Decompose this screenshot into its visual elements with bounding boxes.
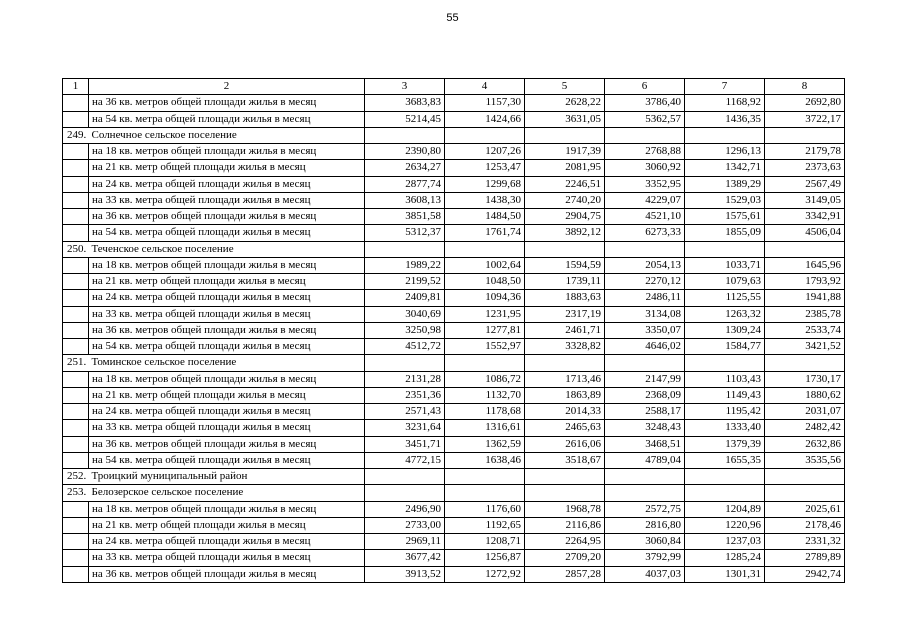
value-cell: 2877,74 xyxy=(365,176,445,192)
value-cell: 1342,71 xyxy=(685,160,765,176)
value-cell: 3786,40 xyxy=(605,95,685,111)
value-cell: 3134,08 xyxy=(605,306,685,322)
value-cell: 3913,52 xyxy=(365,566,445,582)
row-number xyxy=(63,566,89,582)
value-cell: 1989,22 xyxy=(365,257,445,273)
value-cell: 1237,03 xyxy=(685,534,765,550)
row-number xyxy=(63,534,89,550)
row-label: на 18 кв. метров общей площади жилья в месяц xyxy=(89,501,365,517)
value-cell: 2317,19 xyxy=(525,306,605,322)
value-cell: 1655,35 xyxy=(685,452,765,468)
value-cell: 1638,46 xyxy=(445,452,525,468)
empty-cell xyxy=(365,241,445,257)
value-cell: 2632,86 xyxy=(765,436,845,452)
value-cell: 2969,11 xyxy=(365,534,445,550)
value-cell: 1594,59 xyxy=(525,257,605,273)
value-cell: 2116,86 xyxy=(525,517,605,533)
row-label: на 33 кв. метра общей площади жилья в месяц xyxy=(89,306,365,322)
row-number xyxy=(63,95,89,111)
value-cell: 4646,02 xyxy=(605,339,685,355)
value-cell: 2709,20 xyxy=(525,550,605,566)
value-cell: 2178,46 xyxy=(765,517,845,533)
empty-cell xyxy=(605,355,685,371)
value-cell: 1132,70 xyxy=(445,387,525,403)
table-row xyxy=(63,209,845,225)
row-label: на 54 кв. метра общей площади жилья в месяц xyxy=(89,111,365,127)
value-cell: 2054,13 xyxy=(605,257,685,273)
empty-cell xyxy=(605,469,685,485)
row-label: на 18 кв. метров общей площади жилья в месяц xyxy=(89,257,365,273)
value-cell: 1883,63 xyxy=(525,290,605,306)
header-cell: 7 xyxy=(685,79,765,95)
value-cell: 3631,05 xyxy=(525,111,605,127)
value-cell: 1362,59 xyxy=(445,436,525,452)
value-cell: 1713,46 xyxy=(525,371,605,387)
page-number: 55 xyxy=(446,12,459,24)
empty-cell xyxy=(525,127,605,143)
value-cell: 3518,67 xyxy=(525,452,605,468)
value-cell: 1299,68 xyxy=(445,176,525,192)
value-cell: 2482,42 xyxy=(765,420,845,436)
row-number xyxy=(63,192,89,208)
value-cell: 1436,35 xyxy=(685,111,765,127)
value-cell: 1529,03 xyxy=(685,192,765,208)
row-number xyxy=(63,550,89,566)
value-cell: 3352,95 xyxy=(605,176,685,192)
value-cell: 2351,36 xyxy=(365,387,445,403)
row-label: на 18 кв. метров общей площади жилья в месяц xyxy=(89,144,365,160)
value-cell: 2571,43 xyxy=(365,404,445,420)
value-cell: 2740,20 xyxy=(525,192,605,208)
value-cell: 3683,83 xyxy=(365,95,445,111)
row-number xyxy=(63,160,89,176)
table-row xyxy=(63,534,845,550)
row-label: на 33 кв. метра общей площади жилья в месяц xyxy=(89,420,365,436)
value-cell: 1220,96 xyxy=(685,517,765,533)
value-cell: 1002,64 xyxy=(445,257,525,273)
value-cell: 1207,26 xyxy=(445,144,525,160)
header-cell: 5 xyxy=(525,79,605,95)
value-cell: 1094,36 xyxy=(445,290,525,306)
empty-cell xyxy=(605,485,685,501)
empty-cell xyxy=(765,469,845,485)
value-cell: 1079,63 xyxy=(685,274,765,290)
value-cell: 1863,89 xyxy=(525,387,605,403)
value-cell: 2942,74 xyxy=(765,566,845,582)
row-number xyxy=(63,501,89,517)
value-cell: 1424,66 xyxy=(445,111,525,127)
value-cell: 2373,63 xyxy=(765,160,845,176)
value-cell: 2486,11 xyxy=(605,290,685,306)
value-cell: 3250,98 xyxy=(365,322,445,338)
value-cell: 2461,71 xyxy=(525,322,605,338)
row-label: на 33 кв. метра общей площади жилья в месяц xyxy=(89,192,365,208)
table-row xyxy=(63,322,845,338)
row-number xyxy=(63,209,89,225)
value-cell: 1880,62 xyxy=(765,387,845,403)
row-number xyxy=(63,371,89,387)
value-cell: 4772,15 xyxy=(365,452,445,468)
value-cell: 1048,50 xyxy=(445,274,525,290)
value-cell: 2616,06 xyxy=(525,436,605,452)
value-cell: 5312,37 xyxy=(365,225,445,241)
value-cell: 3350,07 xyxy=(605,322,685,338)
value-cell: 1316,61 xyxy=(445,420,525,436)
empty-cell xyxy=(445,241,525,257)
value-cell: 1917,39 xyxy=(525,144,605,160)
row-number xyxy=(63,322,89,338)
table-row xyxy=(63,550,845,566)
empty-cell xyxy=(685,469,765,485)
value-cell: 2465,63 xyxy=(525,420,605,436)
empty-cell xyxy=(365,127,445,143)
value-cell: 1231,95 xyxy=(445,306,525,322)
table-row xyxy=(63,404,845,420)
value-cell: 3722,17 xyxy=(765,111,845,127)
value-cell: 2199,52 xyxy=(365,274,445,290)
table-row xyxy=(63,436,845,452)
value-cell: 3342,91 xyxy=(765,209,845,225)
table-row xyxy=(63,225,845,241)
row-label: на 36 кв. метров общей площади жилья в месяц xyxy=(89,566,365,582)
value-cell: 1178,68 xyxy=(445,404,525,420)
row-label: на 21 кв. метр общей площади жилья в месяц xyxy=(89,274,365,290)
value-cell: 2246,51 xyxy=(525,176,605,192)
value-cell: 2567,49 xyxy=(765,176,845,192)
section-row xyxy=(63,355,845,371)
header-cell: 4 xyxy=(445,79,525,95)
row-label: на 36 кв. метров общей площади жилья в месяц xyxy=(89,322,365,338)
value-cell: 1285,24 xyxy=(685,550,765,566)
empty-cell xyxy=(525,241,605,257)
row-number xyxy=(63,404,89,420)
value-cell: 1739,11 xyxy=(525,274,605,290)
empty-cell xyxy=(605,241,685,257)
row-number xyxy=(63,257,89,273)
empty-cell xyxy=(765,485,845,501)
value-cell: 4521,10 xyxy=(605,209,685,225)
table-row xyxy=(63,290,845,306)
value-cell: 2014,33 xyxy=(525,404,605,420)
table-row xyxy=(63,257,845,273)
table-row xyxy=(63,387,845,403)
value-cell: 1761,74 xyxy=(445,225,525,241)
value-cell: 5214,45 xyxy=(365,111,445,127)
value-cell: 3231,64 xyxy=(365,420,445,436)
row-label: на 24 кв. метра общей площади жилья в месяц xyxy=(89,290,365,306)
value-cell: 1389,29 xyxy=(685,176,765,192)
value-cell: 3040,69 xyxy=(365,306,445,322)
empty-cell xyxy=(445,469,525,485)
value-cell: 3792,99 xyxy=(605,550,685,566)
value-cell: 2857,28 xyxy=(525,566,605,582)
value-cell: 2789,89 xyxy=(765,550,845,566)
empty-cell xyxy=(525,485,605,501)
value-cell: 1379,39 xyxy=(685,436,765,452)
value-cell: 1296,13 xyxy=(685,144,765,160)
value-cell: 2385,78 xyxy=(765,306,845,322)
section-title: Томинское сельское поселение xyxy=(89,355,365,371)
value-cell: 5362,57 xyxy=(605,111,685,127)
value-cell: 4506,04 xyxy=(765,225,845,241)
empty-cell xyxy=(765,355,845,371)
value-cell: 1149,43 xyxy=(685,387,765,403)
row-number xyxy=(63,225,89,241)
value-cell: 6273,33 xyxy=(605,225,685,241)
value-cell: 2179,78 xyxy=(765,144,845,160)
row-label: на 21 кв. метр общей площади жилья в месяц xyxy=(89,160,365,176)
value-cell: 3451,71 xyxy=(365,436,445,452)
value-cell: 1793,92 xyxy=(765,274,845,290)
empty-cell xyxy=(445,485,525,501)
section-row xyxy=(63,127,845,143)
value-cell: 2025,61 xyxy=(765,501,845,517)
value-cell: 1086,72 xyxy=(445,371,525,387)
table-header-row xyxy=(63,79,845,95)
row-number xyxy=(63,290,89,306)
empty-cell xyxy=(685,241,765,257)
header-cell: 1 xyxy=(63,79,89,95)
row-number xyxy=(63,144,89,160)
row-label: на 36 кв. метров общей площади жилья в месяц xyxy=(89,436,365,452)
section-row xyxy=(63,241,845,257)
table-row xyxy=(63,339,845,355)
table-row xyxy=(63,517,845,533)
empty-cell xyxy=(365,485,445,501)
row-label: на 36 кв. метров общей площади жилья в месяц xyxy=(89,95,365,111)
row-label: на 36 кв. метров общей площади жилья в месяц xyxy=(89,209,365,225)
value-cell: 2533,74 xyxy=(765,322,845,338)
table-row xyxy=(63,420,845,436)
row-number: 251. xyxy=(63,355,89,371)
value-cell: 2692,80 xyxy=(765,95,845,111)
value-cell: 1484,50 xyxy=(445,209,525,225)
value-cell: 2588,17 xyxy=(605,404,685,420)
value-cell: 2768,88 xyxy=(605,144,685,160)
value-cell: 1277,81 xyxy=(445,322,525,338)
value-cell: 1033,71 xyxy=(685,257,765,273)
row-label: на 24 кв. метра общей площади жилья в месяц xyxy=(89,176,365,192)
row-number: 252. xyxy=(63,469,89,485)
table-row xyxy=(63,111,845,127)
value-cell: 2572,75 xyxy=(605,501,685,517)
value-cell: 1301,31 xyxy=(685,566,765,582)
value-cell: 2147,99 xyxy=(605,371,685,387)
value-cell: 2904,75 xyxy=(525,209,605,225)
empty-cell xyxy=(765,241,845,257)
value-cell: 3421,52 xyxy=(765,339,845,355)
table-row xyxy=(63,566,845,582)
section-row xyxy=(63,485,845,501)
value-cell: 2733,00 xyxy=(365,517,445,533)
table-row xyxy=(63,95,845,111)
header-cell: 8 xyxy=(765,79,845,95)
row-number: 253. xyxy=(63,485,89,501)
row-label: на 54 кв. метра общей площади жилья в месяц xyxy=(89,225,365,241)
value-cell: 4512,72 xyxy=(365,339,445,355)
row-number xyxy=(63,387,89,403)
row-number xyxy=(63,517,89,533)
value-cell: 1103,43 xyxy=(685,371,765,387)
empty-cell xyxy=(765,127,845,143)
value-cell: 1125,55 xyxy=(685,290,765,306)
row-number xyxy=(63,420,89,436)
table-row xyxy=(63,274,845,290)
header-cell: 3 xyxy=(365,79,445,95)
row-number xyxy=(63,436,89,452)
value-cell: 1168,92 xyxy=(685,95,765,111)
value-cell: 3892,12 xyxy=(525,225,605,241)
value-cell: 2496,90 xyxy=(365,501,445,517)
data-table xyxy=(62,78,845,583)
row-number: 250. xyxy=(63,241,89,257)
value-cell: 1208,71 xyxy=(445,534,525,550)
row-label: на 21 кв. метр общей площади жилья в месяц xyxy=(89,387,365,403)
section-title: Теченское сельское поселение xyxy=(89,241,365,257)
value-cell: 1584,77 xyxy=(685,339,765,355)
value-cell: 3851,58 xyxy=(365,209,445,225)
value-cell: 1552,97 xyxy=(445,339,525,355)
header-cell: 6 xyxy=(605,79,685,95)
value-cell: 2390,80 xyxy=(365,144,445,160)
row-label: на 54 кв. метра общей площади жилья в месяц xyxy=(89,339,365,355)
table-row xyxy=(63,176,845,192)
row-label: на 21 кв. метр общей площади жилья в месяц xyxy=(89,517,365,533)
value-cell: 1176,60 xyxy=(445,501,525,517)
value-cell: 3149,05 xyxy=(765,192,845,208)
section-row xyxy=(63,469,845,485)
empty-cell xyxy=(525,469,605,485)
table-row xyxy=(63,192,845,208)
value-cell: 1645,96 xyxy=(765,257,845,273)
row-label: на 24 кв. метра общей площади жилья в месяц xyxy=(89,404,365,420)
row-number: 249. xyxy=(63,127,89,143)
value-cell: 2634,27 xyxy=(365,160,445,176)
row-label: на 24 кв. метра общей площади жилья в месяц xyxy=(89,534,365,550)
value-cell: 2081,95 xyxy=(525,160,605,176)
value-cell: 2264,95 xyxy=(525,534,605,550)
empty-cell xyxy=(685,355,765,371)
table-row xyxy=(63,501,845,517)
row-label: на 18 кв. метров общей площади жилья в месяц xyxy=(89,371,365,387)
table-body xyxy=(63,79,845,583)
section-title: Троицкий муниципальный район xyxy=(89,469,365,485)
row-number xyxy=(63,452,89,468)
table-row xyxy=(63,144,845,160)
value-cell: 1204,89 xyxy=(685,501,765,517)
empty-cell xyxy=(445,127,525,143)
header-cell: 2 xyxy=(89,79,365,95)
value-cell: 2816,80 xyxy=(605,517,685,533)
empty-cell xyxy=(525,355,605,371)
empty-cell xyxy=(605,127,685,143)
table-row xyxy=(63,160,845,176)
value-cell: 2628,22 xyxy=(525,95,605,111)
value-cell: 1263,32 xyxy=(685,306,765,322)
value-cell: 3328,82 xyxy=(525,339,605,355)
row-number xyxy=(63,306,89,322)
value-cell: 1309,24 xyxy=(685,322,765,338)
empty-cell xyxy=(685,127,765,143)
value-cell: 4229,07 xyxy=(605,192,685,208)
value-cell: 3535,56 xyxy=(765,452,845,468)
value-cell: 2409,81 xyxy=(365,290,445,306)
row-number xyxy=(63,274,89,290)
row-number xyxy=(63,111,89,127)
value-cell: 4789,04 xyxy=(605,452,685,468)
value-cell: 2331,32 xyxy=(765,534,845,550)
value-cell: 1256,87 xyxy=(445,550,525,566)
value-cell: 3608,13 xyxy=(365,192,445,208)
table-row xyxy=(63,306,845,322)
value-cell: 2031,07 xyxy=(765,404,845,420)
section-title: Солнечное сельское поселение xyxy=(89,127,365,143)
row-label: на 54 кв. метра общей площади жилья в месяц xyxy=(89,452,365,468)
row-label: на 33 кв. метра общей площади жилья в месяц xyxy=(89,550,365,566)
value-cell: 1253,47 xyxy=(445,160,525,176)
value-cell: 3677,42 xyxy=(365,550,445,566)
value-cell: 1192,65 xyxy=(445,517,525,533)
value-cell: 2368,09 xyxy=(605,387,685,403)
value-cell: 1272,92 xyxy=(445,566,525,582)
value-cell: 1941,88 xyxy=(765,290,845,306)
section-title: Белозерское сельское поселение xyxy=(89,485,365,501)
empty-cell xyxy=(445,355,525,371)
value-cell: 1730,17 xyxy=(765,371,845,387)
value-cell: 4037,03 xyxy=(605,566,685,582)
table-row xyxy=(63,371,845,387)
value-cell: 1575,61 xyxy=(685,209,765,225)
value-cell: 2131,28 xyxy=(365,371,445,387)
value-cell: 3060,92 xyxy=(605,160,685,176)
value-cell: 1333,40 xyxy=(685,420,765,436)
value-cell: 1855,09 xyxy=(685,225,765,241)
value-cell: 3248,43 xyxy=(605,420,685,436)
empty-cell xyxy=(365,469,445,485)
value-cell: 1968,78 xyxy=(525,501,605,517)
empty-cell xyxy=(685,485,765,501)
value-cell: 3468,51 xyxy=(605,436,685,452)
value-cell: 2270,12 xyxy=(605,274,685,290)
value-cell: 1195,42 xyxy=(685,404,765,420)
table-row xyxy=(63,452,845,468)
value-cell: 3060,84 xyxy=(605,534,685,550)
value-cell: 1438,30 xyxy=(445,192,525,208)
empty-cell xyxy=(365,355,445,371)
row-number xyxy=(63,339,89,355)
row-number xyxy=(63,176,89,192)
value-cell: 1157,30 xyxy=(445,95,525,111)
